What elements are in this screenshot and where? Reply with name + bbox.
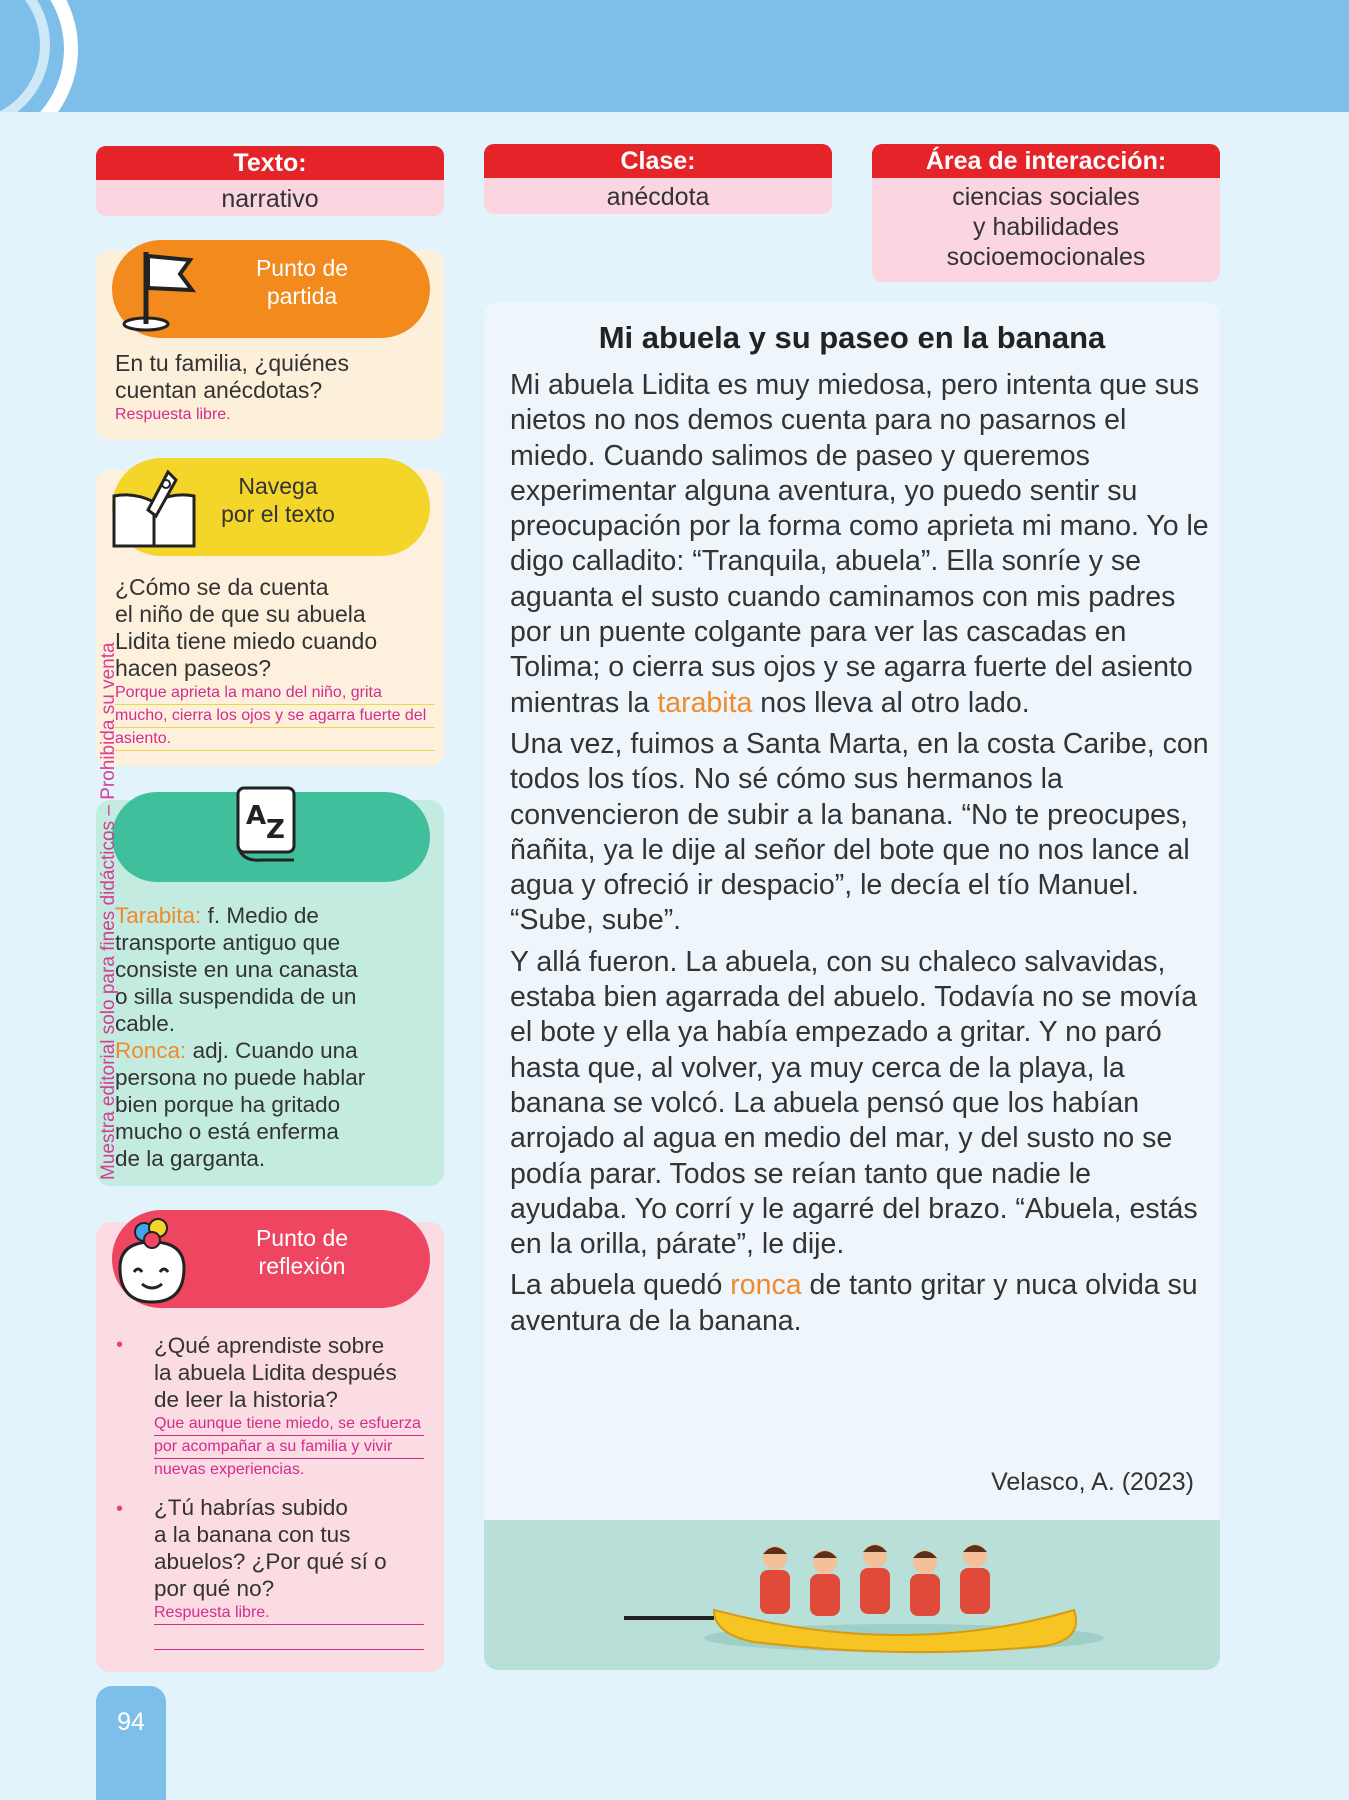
answer-line: por acompañar a su familia y vivir [154,1436,424,1459]
question-line: de leer la historia? [154,1387,338,1412]
glossary-def: cable. [115,1011,176,1036]
tag-area [872,144,1220,282]
story-text-run: de tanto gritar y nuca olvida su aventura de la banana. [510,1269,1198,1337]
tag-clase-head: Clase: [484,144,832,178]
question-line: Lidita tiene miedo cuando [115,628,378,654]
answer-line: asiento. [115,728,435,751]
glossary-def: consiste en una canasta [115,957,358,982]
punto-partida-title: Punto de [255,255,349,281]
punto-partida-question [115,350,435,426]
banana-boat-illustration [604,1510,1124,1660]
glossary-def: persona no puede hablar [115,1065,366,1090]
bullet: • [116,1334,124,1356]
tag-texto [96,146,444,216]
flag-icon [118,246,206,336]
glossary-word-ronca: ronca [730,1269,802,1302]
tag-area-line: y habilidades [973,213,1119,241]
question-line: el niño de que su abuela [115,601,366,627]
reflexion-q1 [154,1332,434,1481]
thinking-head-icon [110,1208,194,1308]
answer-text: Respuesta libre. [115,406,231,423]
tag-clase [484,144,832,214]
question-line: hacen paseos? [115,655,272,681]
question-line: por qué no? [154,1576,275,1601]
tag-area-head: Área de interacción: [872,144,1220,178]
question-line: ¿Qué aprendiste sobre [154,1333,385,1358]
answer-line: Respuesta libre. [154,1602,424,1625]
story-title: Mi abuela y su paseo en la banana [598,320,1106,355]
story-paragraph [510,1268,1210,1339]
tag-area-value [872,178,1220,272]
story-text [510,368,1210,1345]
tag-texto-head: Texto: [96,146,444,180]
story-text-run: Mi abuela Lidita es muy miedosa, pero intenta que sus nietos no nos demos cuenta para no pasarnos el miedo. Cuando salimos de paseo y queremos experimentar alguna aventura, yo puedo sentir su preocupación por la forma como aprieta mi mano. Yo le digo calladito: “Tranquila, abuela”. Ella sonríe y se aguanta el susto cuando caminamos con mis padres por un puente colgante para ver las cascadas en Tolima; o cierra sus ojos y se agarra fuerte del asiento mientras la [510,369,1209,719]
book-rocket-icon [108,462,204,552]
glossary-term: Ronca: [115,1038,187,1063]
navega-question [115,574,435,751]
navega-title: por el texto [221,501,335,527]
question-line: a la banana con tus [154,1522,351,1547]
glossary-entry-tarabita [115,902,435,1037]
svg-text:A: A [246,801,267,831]
story-credit: Velasco, A. (2023) [991,1468,1194,1496]
story-box [484,302,1220,1670]
glossary-def: de la garganta. [115,1146,266,1171]
glossary-def: mucho o está enferma [115,1119,339,1144]
tag-texto-value: narrativo [221,185,319,213]
reflexion-title: reflexión [258,1253,346,1279]
question-line: ¿Tú habrías subido [154,1495,348,1520]
answer-line: Que aunque tiene miedo, se esfuerza [154,1413,424,1436]
question-line: cuentan anécdotas? [115,377,323,403]
glossary-term: Tarabita: [115,903,202,928]
svg-text:Z: Z [266,815,285,845]
story-text-run: La abuela quedó [510,1269,723,1302]
question-line: abuelos? ¿Por qué sí o [154,1549,387,1574]
story-paragraph [510,368,1210,721]
glossary-def: transporte antiguo que [115,930,341,955]
bullet: • [116,1498,124,1520]
dictionary-icon [232,782,306,866]
blank-answer-line [154,1625,424,1650]
glossary-def: adj. Cuando una [192,1038,358,1063]
story-paragraph: Una vez, fuimos a Santa Marta, en la costa Caribe, con todos los tíos. No sé cómo sus hermanos la convencieron de subir a la banana. “No te preocupes, ñañita, ya le dije al señor del bote que no nos lance al agua y ofreció ir despacio”, le decía el tío Manuel. “Sube, sube”. [510,727,1209,937]
question-line: En tu familia, ¿quiénes [115,350,349,376]
story-text-run: nos lleva al otro lado. [760,686,1030,719]
watermark: Muestra editorial solo para fines didácticos – Prohibida su venta [98,642,119,1180]
question-line: la abuela Lidita después [154,1360,397,1385]
tag-area-line: ciencias sociales [952,183,1140,211]
story-paragraph: Y allá fueron. La abuela, con su chaleco salvavidas, estaba bien agarrada del abuelo. Todavía no se movía el bote y ella ya había empezado a gritar. Y no paró hasta que, al volver, ya muy cerca de la playa, la banana se volcó. La abuela pensó que los habían arrojado al agua en medio del mar, y del susto no se podía parar. Todos se reían tanto que nadie le ayudaba. Yo corrí y le agarré del brazo. “Abuela, estás en la orilla, párate”, le dije. [510,945,1198,1261]
reflexion-title: Punto de [255,1225,349,1251]
glossary-def: f. Medio de [207,903,319,928]
header-band [0,0,1349,112]
glossary-def: bien porque ha gritado [115,1092,341,1117]
tag-area-line: socioemocionales [946,243,1146,271]
page-number: 94 [96,1686,166,1800]
answer-line: mucho, cierra los ojos y se agarra fuerte del [115,705,435,728]
reflexion-q2 [154,1494,434,1650]
glossary-word-tarabita: tarabita [657,686,753,719]
question-line: ¿Cómo se da cuenta [115,574,329,600]
tag-clase-value: anécdota [606,183,710,211]
glossary-list [115,902,435,1172]
punto-partida-title: partida [266,283,338,309]
answer-line: Porque aprieta la mano del niño, grita [115,682,435,705]
glossary-def: o silla suspendida de un [115,984,357,1009]
navega-title: Navega [238,473,318,499]
glossary-entry-ronca [115,1037,435,1172]
answer-line: nuevas experiencias. [154,1461,305,1478]
